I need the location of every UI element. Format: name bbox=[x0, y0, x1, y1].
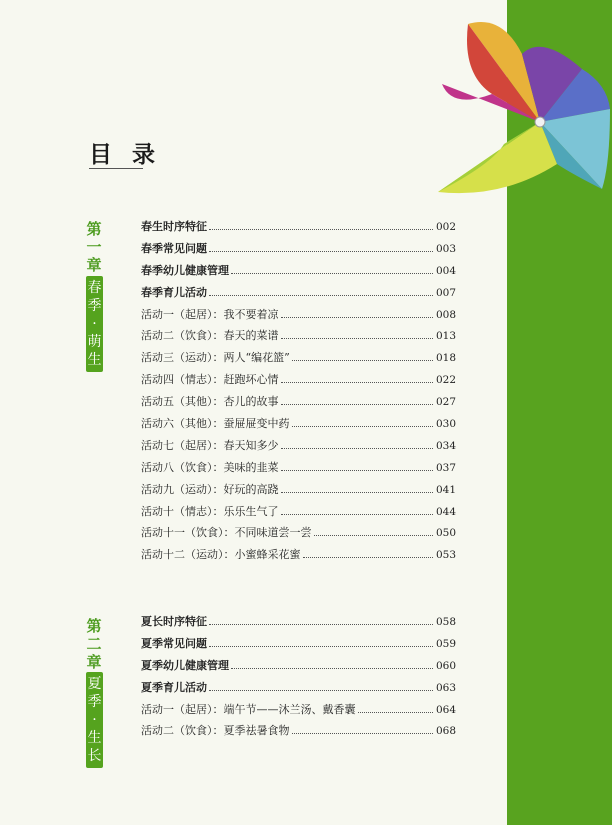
toc-entry[interactable] bbox=[141, 393, 456, 415]
dot-leader bbox=[209, 251, 433, 252]
toc-entry[interactable] bbox=[141, 240, 456, 262]
toc-entry-text: 活动九（运动）：好玩的高跷 bbox=[141, 482, 279, 496]
toc-entry[interactable] bbox=[141, 284, 456, 306]
chapter-2-name-text: 夏季·生长 bbox=[87, 676, 102, 764]
toc-entry[interactable] bbox=[141, 635, 456, 657]
dot-leader bbox=[292, 426, 434, 427]
dot-leader bbox=[209, 624, 433, 625]
toc-entry[interactable] bbox=[141, 722, 456, 744]
dot-leader bbox=[281, 338, 434, 339]
toc-entry-page: 050 bbox=[436, 527, 457, 540]
toc-entry-text: 活动二（饮食）：夏季祛暑食物 bbox=[141, 724, 290, 738]
page-title: 目 录 bbox=[89, 142, 162, 168]
toc-entry-page: 064 bbox=[436, 703, 457, 716]
toc-entry-text: 活动三（运动）：两人“编花篮” bbox=[141, 351, 290, 365]
toc-entry-page: 030 bbox=[436, 418, 457, 431]
dot-leader bbox=[292, 733, 434, 734]
toc-entry-text: 夏长时序特征 bbox=[141, 615, 207, 628]
toc-entry-text: 夏季育儿活动 bbox=[141, 680, 207, 694]
dot-leader bbox=[209, 229, 433, 230]
toc-entry-text: 活动八（饮食）：美味的韭菜 bbox=[141, 460, 279, 474]
toc-entry-text: 春季常见问题 bbox=[141, 241, 207, 255]
dot-leader bbox=[358, 712, 434, 713]
title-underline bbox=[89, 168, 143, 169]
toc-entry[interactable] bbox=[141, 415, 456, 437]
toc-entry[interactable] bbox=[141, 218, 456, 240]
toc-entry-page: 053 bbox=[436, 549, 457, 562]
chapter-1-toc bbox=[141, 218, 456, 568]
toc-entry[interactable] bbox=[141, 437, 456, 459]
toc-entry[interactable] bbox=[141, 503, 456, 525]
toc-entry-page: 058 bbox=[436, 616, 457, 628]
pinwheel-illustration bbox=[432, 14, 612, 204]
toc-entry-page: 003 bbox=[436, 242, 457, 255]
toc-entry-text: 夏季幼儿健康管理 bbox=[141, 658, 229, 672]
toc-entry-page: 007 bbox=[436, 286, 457, 299]
chapter-1-name-text: 春季·萌生 bbox=[87, 280, 102, 368]
toc-entry-page: 037 bbox=[436, 461, 457, 474]
toc-entry[interactable] bbox=[141, 701, 456, 723]
toc-entry[interactable] bbox=[141, 481, 456, 503]
toc-entry-text: 春生时序特征 bbox=[141, 220, 207, 233]
dot-leader bbox=[209, 295, 433, 296]
toc-entry[interactable] bbox=[141, 657, 456, 679]
toc-entry[interactable] bbox=[141, 459, 456, 481]
dot-leader bbox=[281, 492, 434, 493]
toc-entry-text: 活动十一（饮食）：不同味道尝一尝 bbox=[141, 526, 312, 540]
toc-entry-page: 063 bbox=[436, 681, 457, 694]
dot-leader bbox=[209, 646, 433, 647]
toc-entry-page: 059 bbox=[436, 637, 457, 650]
dot-leader bbox=[231, 668, 433, 669]
dot-leader bbox=[209, 690, 433, 691]
toc-entry-page: 027 bbox=[436, 396, 457, 409]
toc-entry[interactable] bbox=[141, 262, 456, 284]
dot-leader bbox=[231, 273, 433, 274]
dot-leader bbox=[281, 514, 434, 515]
toc-entry[interactable] bbox=[141, 524, 456, 546]
toc-entry-page: 004 bbox=[436, 264, 457, 277]
toc-entry[interactable] bbox=[141, 679, 456, 701]
chapter-2-number-text: 第二章 bbox=[86, 617, 102, 671]
dot-leader bbox=[281, 382, 434, 383]
chapter-2-toc bbox=[141, 613, 456, 744]
toc-entry-text: 活动十二（运动）：小蜜蜂采花蜜 bbox=[141, 548, 301, 562]
toc-entry-page: 068 bbox=[436, 725, 457, 738]
chapter-2-number bbox=[85, 617, 103, 671]
toc-entry-text: 活动四（情志）：赶跑坏心情 bbox=[141, 373, 279, 387]
dot-leader bbox=[314, 535, 434, 536]
toc-entry-page: 008 bbox=[436, 308, 457, 321]
toc-entry-page: 044 bbox=[436, 505, 457, 518]
toc-entry-text: 春季幼儿健康管理 bbox=[141, 263, 229, 277]
dot-leader bbox=[281, 317, 434, 318]
toc-entry-page: 002 bbox=[436, 221, 457, 233]
chapter-2-name-tag bbox=[86, 672, 103, 768]
toc-entry-page: 018 bbox=[436, 352, 457, 365]
dot-leader bbox=[281, 448, 434, 449]
dot-leader bbox=[281, 470, 434, 471]
toc-entry-page: 034 bbox=[436, 439, 457, 452]
dot-leader bbox=[281, 404, 434, 405]
toc-entry[interactable] bbox=[141, 327, 456, 349]
toc-entry-text: 活动五（其他）：杏儿的故事 bbox=[141, 395, 279, 409]
toc-entry-text: 活动七（起居）：春天知多少 bbox=[141, 438, 279, 452]
chapter-1-number bbox=[85, 220, 103, 274]
dot-leader bbox=[303, 557, 434, 558]
toc-entry-page: 060 bbox=[436, 659, 457, 672]
toc-entry-text: 活动一（起居）：我不要着凉 bbox=[141, 307, 279, 321]
toc-entry-text: 活动一（起居）：端午节——沐兰汤、戴香囊 bbox=[141, 702, 356, 716]
toc-entry-page: 041 bbox=[436, 483, 457, 496]
toc-entry-page: 022 bbox=[436, 374, 457, 387]
toc-entry-text: 活动六（其他）：蚕屉屉变中药 bbox=[141, 417, 290, 431]
toc-entry[interactable] bbox=[141, 613, 456, 635]
toc-entry-page: 013 bbox=[436, 330, 457, 343]
toc-entry[interactable] bbox=[141, 546, 456, 568]
toc-entry-text: 活动十（情志）：乐乐生气了 bbox=[141, 504, 279, 518]
toc-entry[interactable] bbox=[141, 349, 456, 371]
toc-entry[interactable] bbox=[141, 306, 456, 328]
chapter-1-number-text: 第一章 bbox=[86, 220, 102, 274]
dot-leader bbox=[292, 360, 433, 361]
toc-entry-text: 活动二（饮食）：春天的菜谱 bbox=[141, 329, 279, 343]
toc-entry-text: 夏季常见问题 bbox=[141, 636, 207, 650]
chapter-1-name-tag bbox=[86, 276, 103, 372]
toc-entry[interactable] bbox=[141, 371, 456, 393]
toc-entry-text: 春季育儿活动 bbox=[141, 285, 207, 299]
